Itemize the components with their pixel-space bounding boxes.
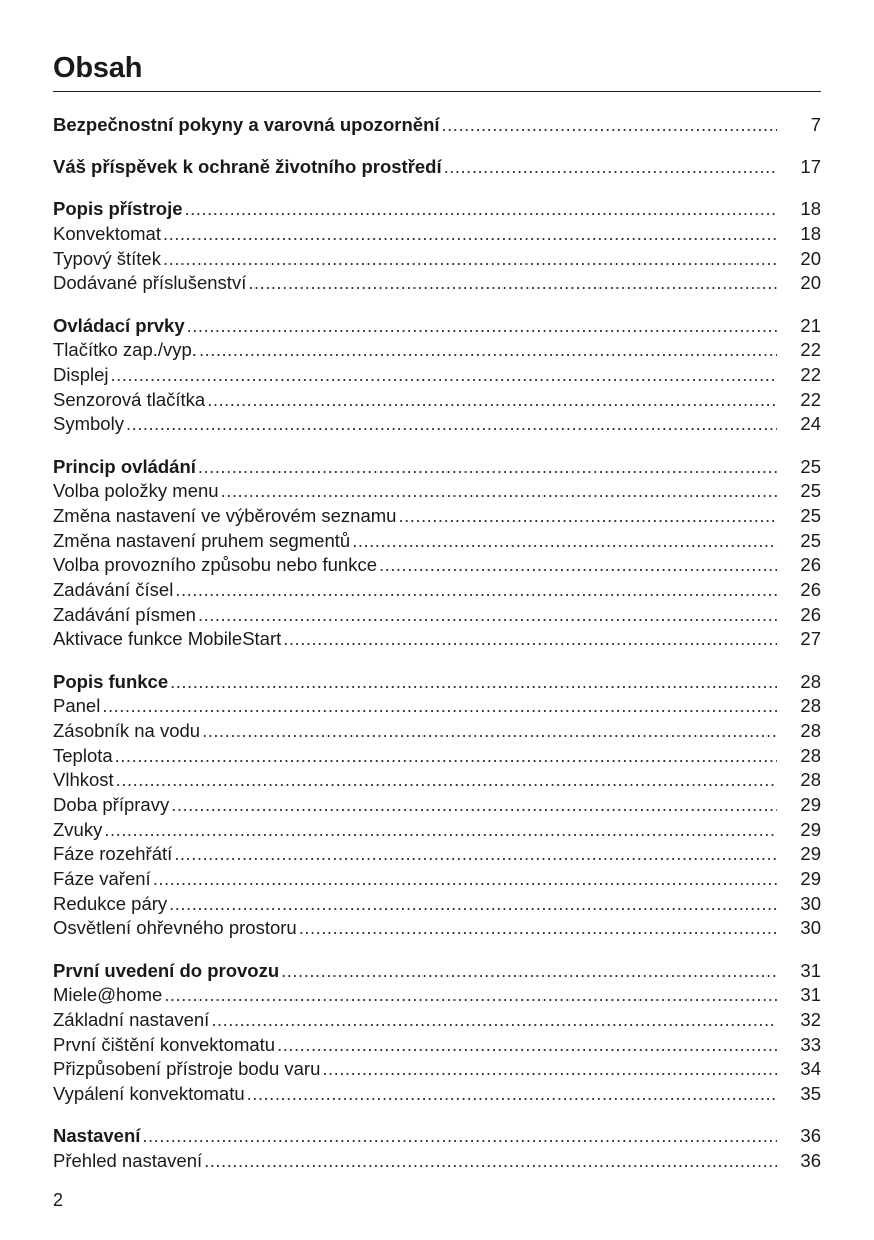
toc-entry-label: Zadávání čísel [53,579,174,600]
toc-entry[interactable] [53,694,821,719]
toc-entry-page: 25 [800,455,821,477]
toc-entry-page: 28 [800,744,821,766]
toc-entry-label: Změna nastavení pruhem segmentů [53,529,351,551]
toc-entry[interactable] [53,1033,821,1058]
toc-entry-label: Zvuky [53,818,103,840]
dot-leader [444,155,777,180]
dot-leader [104,818,777,843]
dot-leader [174,842,777,867]
toc-entry-label: Zadávání písmen [53,603,196,625]
title-divider [53,91,821,92]
toc-entry[interactable] [53,388,821,413]
toc-entry-page: 20 [800,247,821,269]
toc-section [53,670,821,942]
toc-entry[interactable] [53,1008,821,1033]
dot-leader [175,578,777,603]
toc-entry-page: 26 [800,554,821,576]
toc-entry-page: 17 [800,156,821,178]
dot-leader [187,314,777,339]
toc-entry[interactable] [53,818,821,843]
dot-leader [153,867,777,892]
toc-entry-page: 29 [800,868,821,890]
dot-leader [202,719,777,744]
toc-entry[interactable] [53,603,821,628]
toc-entry-page: 28 [800,719,821,741]
toc-entry-page: 22 [800,364,821,385]
toc-section [53,455,821,653]
toc-section [53,155,821,180]
toc-entry[interactable] [53,504,821,529]
dot-leader [211,1008,777,1033]
toc-entry[interactable] [53,247,821,272]
dot-leader [111,363,777,388]
toc-entry[interactable] [53,222,821,247]
toc-entry-page: 35 [800,1083,821,1105]
toc-section [53,113,821,138]
toc-entry-page: 30 [800,892,821,914]
toc-entry-label: Přehled nastavení [53,1149,203,1171]
toc-entry-label: Panel [53,695,101,717]
toc-entry[interactable] [53,768,821,793]
toc-entry-label: Aktivace funkce MobileStart [53,628,282,650]
toc-entry-label: Vlhkost [53,769,114,791]
toc-entry-page: 22 [800,339,821,361]
toc-entry-page: 25 [800,480,821,502]
toc-entry-label: Redukce páry [53,892,168,914]
dot-leader [442,113,777,138]
toc-entry[interactable] [53,553,821,578]
toc-entry-label: První čištění konvektomatu [53,1033,276,1055]
toc-entry[interactable] [53,867,821,892]
toc-section-heading[interactable] [53,113,821,138]
toc-entry-label: Zásobník na vodu [53,719,201,741]
dot-leader [207,388,777,413]
toc-section-heading[interactable] [53,670,821,695]
toc-entry-label: Bezpečnostní pokyny a varovná upozornění [53,114,440,135]
dot-leader [247,1082,777,1107]
toc-entry-label: Princip ovládání [53,455,196,477]
toc-entry[interactable] [53,1149,821,1174]
toc-entry-page: 32 [800,1009,821,1030]
toc-entry[interactable] [53,1082,821,1107]
toc-entry[interactable] [53,271,821,296]
toc-entry-page: 26 [800,603,821,625]
toc-entry-label: Miele@home [53,984,163,1006]
toc-entry-label: Konvektomat [53,223,161,245]
toc-entry-label: Doba přípravy [53,794,170,815]
toc-entry[interactable] [53,627,821,652]
dot-leader [352,529,777,554]
dot-leader [199,338,777,363]
toc-entry-page: 30 [800,917,821,939]
dot-leader [281,959,777,984]
toc-entry-label: Nastavení [53,1125,141,1147]
toc-entry[interactable] [53,983,821,1008]
toc-entry-page: 29 [800,818,821,840]
toc-entry-label: Fáze rozehřátí [53,843,173,865]
toc-entry-label: Popis přístroje [53,198,183,220]
dot-leader [248,271,777,296]
toc-entry-page: 28 [800,769,821,791]
toc-entry-label: Volba provozního způsobu nebo funkce [53,554,377,576]
toc-entry[interactable] [53,412,821,437]
dot-leader [115,744,777,769]
dot-leader [277,1033,777,1058]
toc-entry-label: Volba položky menu [53,480,219,502]
toc-entry-page: 18 [800,223,821,245]
toc-entry-label: Změna nastavení ve výběrovém seznamu [53,504,397,526]
toc-entry-page: 31 [800,959,821,981]
toc-entry[interactable] [53,719,821,744]
toc-entry-label: Váš příspěvek k ochraně životního prostředí [53,156,442,178]
toc-entry-page: 18 [800,198,821,220]
toc-section-heading[interactable] [53,1124,821,1149]
toc-entry[interactable] [53,892,821,917]
toc-section [53,1124,821,1173]
dot-leader [142,1124,777,1149]
dot-leader [398,504,777,529]
toc-entry[interactable] [53,793,821,818]
dot-leader [169,892,777,917]
toc-section [53,314,821,437]
toc-entry-page: 25 [800,529,821,551]
toc-entry-label: Displej [53,364,109,385]
toc-entry-page: 29 [800,843,821,865]
toc-entry[interactable] [53,578,821,603]
toc-entry-page: 33 [800,1033,821,1055]
dot-leader [185,197,777,222]
dot-leader [163,222,777,247]
toc-entry-page: 26 [800,579,821,600]
toc-section-heading[interactable] [53,959,821,984]
toc-entry-label: Osvětlení ohřevného prostoru [53,917,297,939]
dot-leader [198,455,777,480]
dot-leader [102,694,777,719]
toc-entry-page: 28 [800,695,821,717]
toc-entry-label: Fáze vaření [53,868,151,890]
toc-entry-page: 36 [800,1149,821,1171]
toc-entry-page: 31 [800,984,821,1006]
toc-entry-page: 7 [810,114,821,135]
dot-leader [299,916,777,941]
toc-entry-page: 22 [800,388,821,410]
dot-leader [126,412,777,437]
toc-entry-page: 25 [800,504,821,526]
dot-leader [198,603,777,628]
page-title: Obsah [53,52,143,84]
toc-entry-label: Symboly [53,413,124,435]
toc-entry-label: Popis funkce [53,670,169,692]
toc-entry-label: Tlačítko zap./vyp. [53,339,197,361]
toc-entry-page: 21 [800,314,821,336]
page-number: 2 [53,1190,64,1210]
toc-entry-label: Typový štítek [53,247,161,269]
toc-entry[interactable] [53,363,821,388]
toc-entry[interactable] [53,842,821,867]
toc-entry-label: Ovládací prvky [53,314,185,336]
dot-leader [116,768,777,793]
toc-entry[interactable] [53,529,821,554]
toc-entry-page: 34 [800,1058,821,1080]
dot-leader [204,1149,777,1174]
toc-entry[interactable] [53,338,821,363]
toc-entry[interactable] [53,744,821,769]
toc-entry[interactable] [53,479,821,504]
dot-leader [163,247,777,272]
toc-entry-label: Přizpůsobení přístroje bodu varu [53,1058,321,1080]
toc-entry-page: 27 [800,628,821,650]
dot-leader [164,983,777,1008]
toc-entry-label: Teplota [53,744,113,766]
toc-entry-page: 29 [800,794,821,815]
dot-leader [171,793,777,818]
toc-section-heading[interactable] [53,314,821,339]
toc-section-heading[interactable] [53,155,821,180]
toc-entry-label: První uvedení do provozu [53,959,280,981]
toc-entry-label: Senzorová tlačítka [53,388,206,410]
toc-entry[interactable] [53,1057,821,1082]
toc-entry-label: Základní nastavení [53,1009,210,1030]
toc-entry-label: Vypálení konvektomatu [53,1083,245,1105]
dot-leader [322,1057,777,1082]
toc-entry-page: 36 [800,1125,821,1147]
dot-leader [170,670,777,695]
dot-leader [221,479,777,504]
toc-section-heading[interactable] [53,197,821,222]
toc-section-heading[interactable] [53,455,821,480]
toc-section [53,959,821,1107]
toc-section [53,197,821,296]
toc-entry[interactable] [53,916,821,941]
toc-entry-label: Dodávané příslušenství [53,272,247,294]
dot-leader [283,627,777,652]
toc-entry-page: 28 [800,670,821,692]
toc-entry-page: 24 [800,413,821,435]
toc-entry-page: 20 [800,272,821,294]
dot-leader [379,553,777,578]
table-of-contents [53,113,821,1191]
